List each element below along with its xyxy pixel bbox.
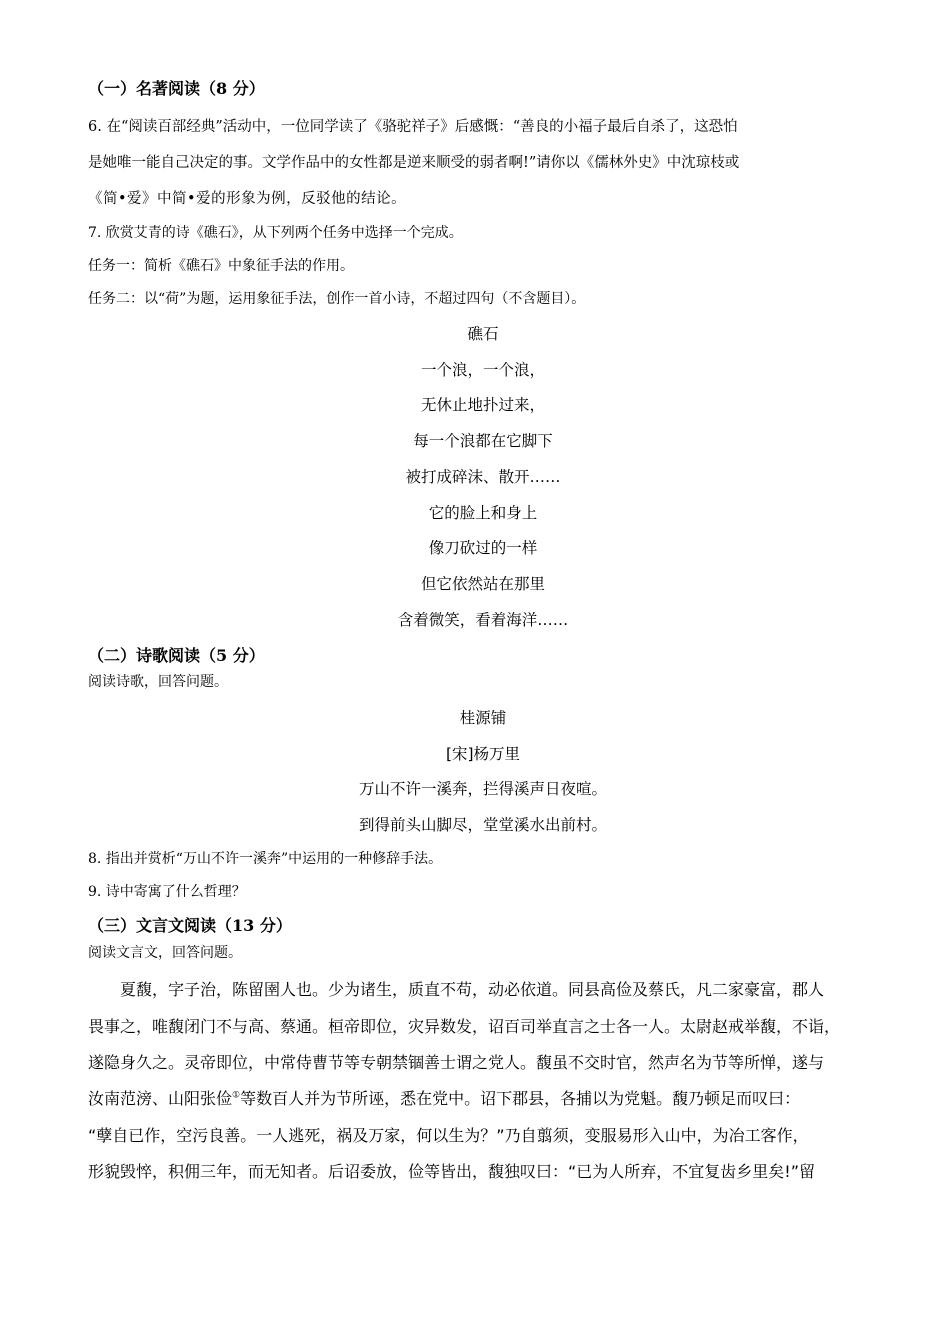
poem-line: 每一个浪都在它脚下 <box>413 432 553 451</box>
passage-line-6: 形貌毁悴，积佣三年，而无知者。后诏委放，俭等皆出，馥独叹曰：“已为人所弃，不宜复齿乡里矣!”留 <box>88 1161 815 1181</box>
question-9: 9. 诗中寄寓了什么哲理？ <box>88 884 246 901</box>
poem-line: 被打成碎沫、散开…… <box>405 467 561 486</box>
question-8: 8. 指出并赏析“万山不许一溪奔”中运用的一种修辞手法。 <box>88 851 443 868</box>
poem-line: 到得前头山脚尽，堂堂溪水出前村。 <box>358 815 607 834</box>
poem-author: [宋]杨万里 <box>445 744 521 763</box>
classical-passage <box>88 972 878 1190</box>
passage-text: 夏馥，字子治，陈留圉人也。少为诸生，质直不苟，动必依道。同县高俭及蔡氏，凡二家豪富，郡人 <box>120 980 825 1000</box>
poem-line: 但它依然站在那里 <box>420 574 545 593</box>
question-7 <box>88 217 878 316</box>
section-heading-classics: （一）名著阅读（8 分） <box>88 79 265 98</box>
poem-line: 它的脸上和身上 <box>428 503 538 522</box>
poem-line: 像刀砍过的一样 <box>428 539 538 558</box>
passage-line-3: 遂隐身久之。灵帝即位，中常侍曹节等专朝禁锢善士谓之党人。馥虽不交时官，然声名为节等所惮，遂与 <box>88 1052 825 1072</box>
poem-guiyuanpu <box>88 701 878 843</box>
poem-line: 一个浪，一个浪， <box>420 360 545 379</box>
passage-line-2: 畏事之，唯馥闭门不与高、蔡通。桓帝即位，灾异数发，诏百司举直言之士各一人。太尉赵戒举馥，不诣， <box>88 1016 841 1036</box>
question-6 <box>88 109 878 217</box>
passage-line-5: “孽自已作，空污良善。一人逃死，祸及万家，何以生为？”乃自翦须，变服易形入山中，为冶工客作， <box>88 1125 809 1145</box>
passage-text: 汝南范滂、山阳张俭 <box>88 1089 233 1109</box>
question-7-task-1: 任务一：简析《礁石》中象征手法的作用。 <box>88 258 354 274</box>
question-6-line-1: 6. 在“阅读百部经典”活动中，一位同学读了《骆驼祥子》后感慨：“善良的小福子最后自杀了，这恐怕 <box>88 119 738 135</box>
passage-text: 等数百人并为节所诬，悉在党中。诏下郡县，各捕以为党魁。馥乃顿足而叹曰： <box>240 1089 801 1109</box>
question-7-task-2: 任务二：以“荷”为题，运用象征手法，创作一首小诗，不超过四句（不含题目）。 <box>88 291 586 307</box>
poem-title: 礁石 <box>467 325 499 343</box>
exam-page <box>88 72 878 1190</box>
footnote-marker: ① <box>232 1090 241 1101</box>
section-poetry-intro: 阅读诗歌，回答问题。 <box>88 674 228 691</box>
passage-line-4 <box>88 1081 878 1117</box>
section-heading-classical-chinese: （三）文言文阅读（13 分） <box>88 916 292 936</box>
question-6-line-2: 是她唯一能自己决定的事。文学作品中的女性都是逆来顺受的弱者啊!”请你以《儒林外史》中沈琼枝或 <box>88 155 740 171</box>
poem-line: 无休止地扑过来， <box>420 396 545 415</box>
section-heading-poetry: （二）诗歌阅读（5 分） <box>88 646 265 666</box>
poem-title: 桂源铺 <box>459 709 507 728</box>
passage-line-1 <box>88 972 878 1008</box>
poem-line: 含着微笑，看着海洋…… <box>397 610 569 629</box>
poem-line: 万山不许一溪奔，拦得溪声日夜喧。 <box>358 780 607 799</box>
question-6-line-3: 《简•爱》中简•爱的形象为例，反驳他的结论。 <box>88 191 407 207</box>
question-7-stem: 7. 欣赏艾青的诗《礁石》，从下列两个任务中选择一个完成。 <box>88 225 463 241</box>
section-classical-intro: 阅读文言文，回答问题。 <box>88 945 242 962</box>
poem-reef <box>88 317 878 638</box>
